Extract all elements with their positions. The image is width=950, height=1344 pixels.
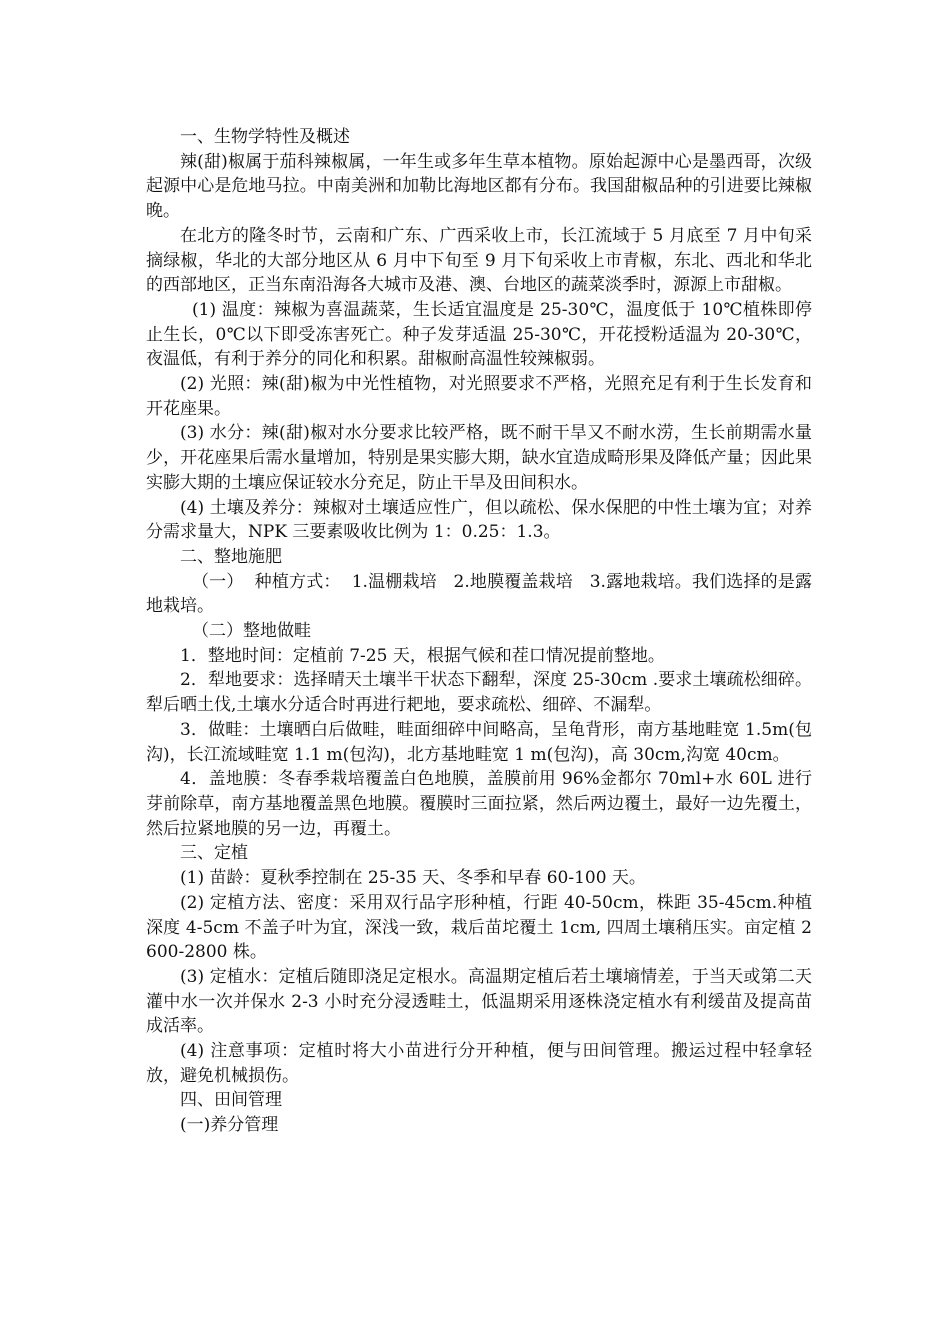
paragraph-planting-water: (3) 定植水：定植后随即浇足定根水。高温期定植后若土壤墒情差，于当天或第二天灌中水一次并保水 2-3 小时充分浸透畦土，低温期采用逐株浇定植水有利缓苗及提高苗成活率。 xyxy=(146,966,812,1037)
document-page xyxy=(146,125,812,1138)
subheading-nutrient-management: (一)养分管理 xyxy=(180,1115,279,1136)
section-heading-4: 四、田间管理 xyxy=(180,1090,282,1111)
paragraph-bed-making: 3．做畦：土壤晒白后做畦，畦面细碎中间略高，呈龟背形，南方基地畦宽 1.5m(包沟)，长江流域畦宽 1.1 m(包沟)，北方基地畦宽 1 m(包沟)，高 30cm,沟宽 40cm。 xyxy=(146,719,812,765)
paragraph-seedling-age: (1) 苗龄：夏秋季控制在 25-35 天、冬季和早春 60-100 天。 xyxy=(180,868,646,889)
paragraph-plowing: 2．犁地要求：选择晴天土壤半干状态下翻犁，深度 25-30cm .要求土壤疏松细碎。犁后晒土伐,土壤水分适合时再进行耙地，要求疏松、细碎、不漏犁。 xyxy=(146,670,812,716)
section-heading-1: 一、生物学特性及概述 xyxy=(180,127,350,147)
section-heading-3: 三、定植 xyxy=(180,843,248,864)
section-heading-2: 二、整地施肥 xyxy=(180,546,282,567)
paragraph-light: (2) 光照：辣(甜)椒为中光性植物，对光照要求不严格，光照充足有利于生长发育和开花座果。 xyxy=(146,374,812,419)
paragraph-mulch-film: 4．盖地膜：冬春季栽培覆盖白色地膜，盖膜前用 96%金都尔 70ml+水 60L 进行芽前除草，南方基地覆盖黑色地膜。覆膜时三面拉紧，然后两边覆土，最好一边先覆土，然后拉紧地膜的另一边，再覆土。 xyxy=(146,769,812,839)
paragraph-soil: (4) 土壤及养分：辣椒对土壤适应性广，但以疏松、保水保肥的中性土壤为宜；对养分需求量大，NPK 三要素吸收比例为 1：0.25：1.3。 xyxy=(146,497,812,543)
paragraph-density: (2) 定植方法、密度：采用双行品字形种植，行距 40-50cm，株距 35-45cm.种植深度 4-5cm 不盖子叶为宜，深浅一致，栽后苗坨覆土 1cm, 四周土壤稍压实。亩定植 2600-2800 株。 xyxy=(146,892,812,963)
subheading-bed-making: （二）整地做畦 xyxy=(192,621,311,642)
paragraph-overview: 辣(甜)椒属于茄科辣椒属，一年生或多年生草本植物。原始起源中心是墨西哥，次级起源中心是危地马拉。中南美洲和加勒比海地区都有分布。我国甜椒品种的引进要比辣椒晚。 xyxy=(146,151,812,222)
paragraph-land-prep-time: 1．整地时间：定植前 7-25 天，根据气候和茬口情况提前整地。 xyxy=(180,645,665,666)
paragraph-harvest-season: 在北方的隆冬时节，云南和广东、广西采收上市，长江流域于 5 月底至 7 月中旬采摘绿椒，华北的大部分地区从 6 月中下旬至 9 月下旬采收上市青椒，东北、西北和华北的西部地区，正当东南沿海各大城市及港、澳、台地区的蔬菜淡季时，源源上市甜椒。 xyxy=(146,225,812,296)
paragraph-planting-method: （一） 种植方式： 1.温棚栽培 2.地膜覆盖栽培 3.露地栽培。我们选择的是露地栽培。 xyxy=(146,571,812,617)
paragraph-precautions: (4) 注意事项：定植时将大小苗进行分开种植，便与田间管理。搬运过程中轻拿轻放，避免机械损伤。 xyxy=(146,1041,812,1086)
paragraph-water: (3) 水分：辣(甜)椒对水分要求比较严格，既不耐干旱又不耐水涝，生长前期需水量少，开花座果后需水量增加，特别是果实膨大期，缺水宜造成畸形果及降低产量；因此果实膨大期的土壤应保证较水分充足，防止干旱及田间积水。 xyxy=(146,423,812,493)
paragraph-temperature: (1) 温度：辣椒为喜温蔬菜，生长适宜温度是 25-30℃，温度低于 10℃植株即停止生长，0℃以下即受冻害死亡。种子发芽适温 25-30℃，开花授粉适温为 20-30℃，夜温低，有利于养分的同化和积累。甜椒耐高温性较辣椒弱。 xyxy=(146,299,812,370)
